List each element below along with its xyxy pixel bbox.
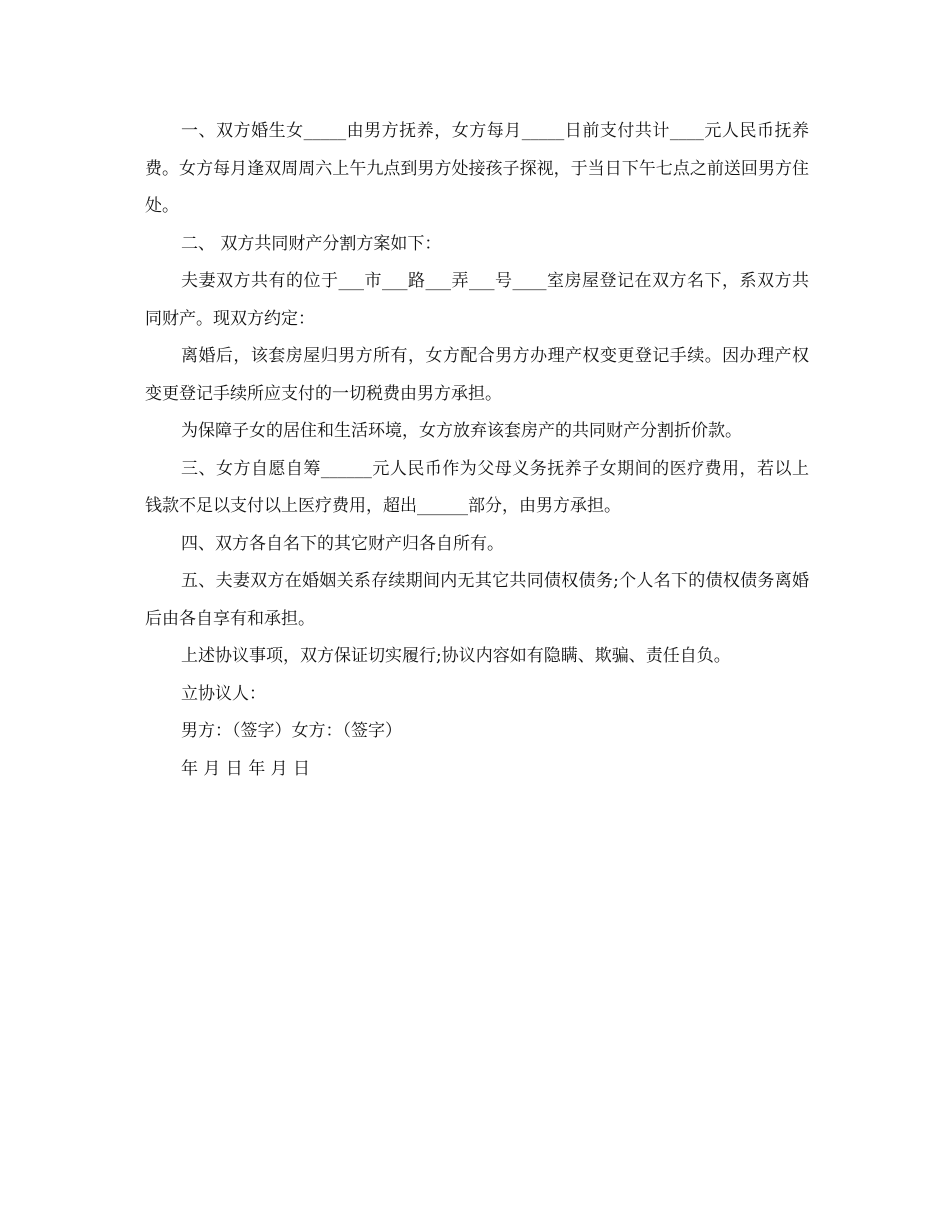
guarantee-statement: 上述协议事项，双方保证切实履行;协议内容如有隐瞒、欺骗、责任自负。 [181,646,731,666]
date-line: 年 月 日 年 月 日 [181,758,311,779]
clause-4-other-property: 四、双方各自名下的其它财产归各自所有。 [181,533,504,554]
signature-line: 男方：（签字）女方：（签字） [181,721,402,741]
property-waiver: 为保障子女的居住和生活环境，女方放弃该套房产的共同财产分割折价款。 [181,421,742,441]
clause-3-medical-costs: 三、女方自愿自筹______元人民币作为父母义务抚养子女期间的医疗费用，若以上钱款不足以支付以上医疗费用，超出______部分，由男方承担。 [145,458,809,516]
document-body [145,113,809,788]
property-description: 夫妻双方共有的位于___市___路___弄___号____室房屋登记在双方名下，系双方共同财产。现双方约定： [145,271,809,329]
signatories-label: 立协议人： [181,683,266,704]
clause-1-child-custody: 一、双方婚生女_____由男方抚养，女方每月_____日前支付共计____元人民币抚养费。女方每月逢双周周六上午九点到男方处接孩子探视，于当日下午七点之前送回男方住处。 [145,121,809,216]
clause-5-debts: 五、夫妻双方在婚姻关系存续期间内无其它共同债权债务;个人名下的债权债务离婚后由各自享有和承担。 [145,571,809,629]
clause-2-heading: 二、 双方共同财产分割方案如下： [181,233,442,254]
property-ownership-after-divorce: 离婚后，该套房屋归男方所有，女方配合男方办理产权变更登记手续。因办理产权变更登记手续所应支付的一切税费由男方承担。 [145,346,809,404]
